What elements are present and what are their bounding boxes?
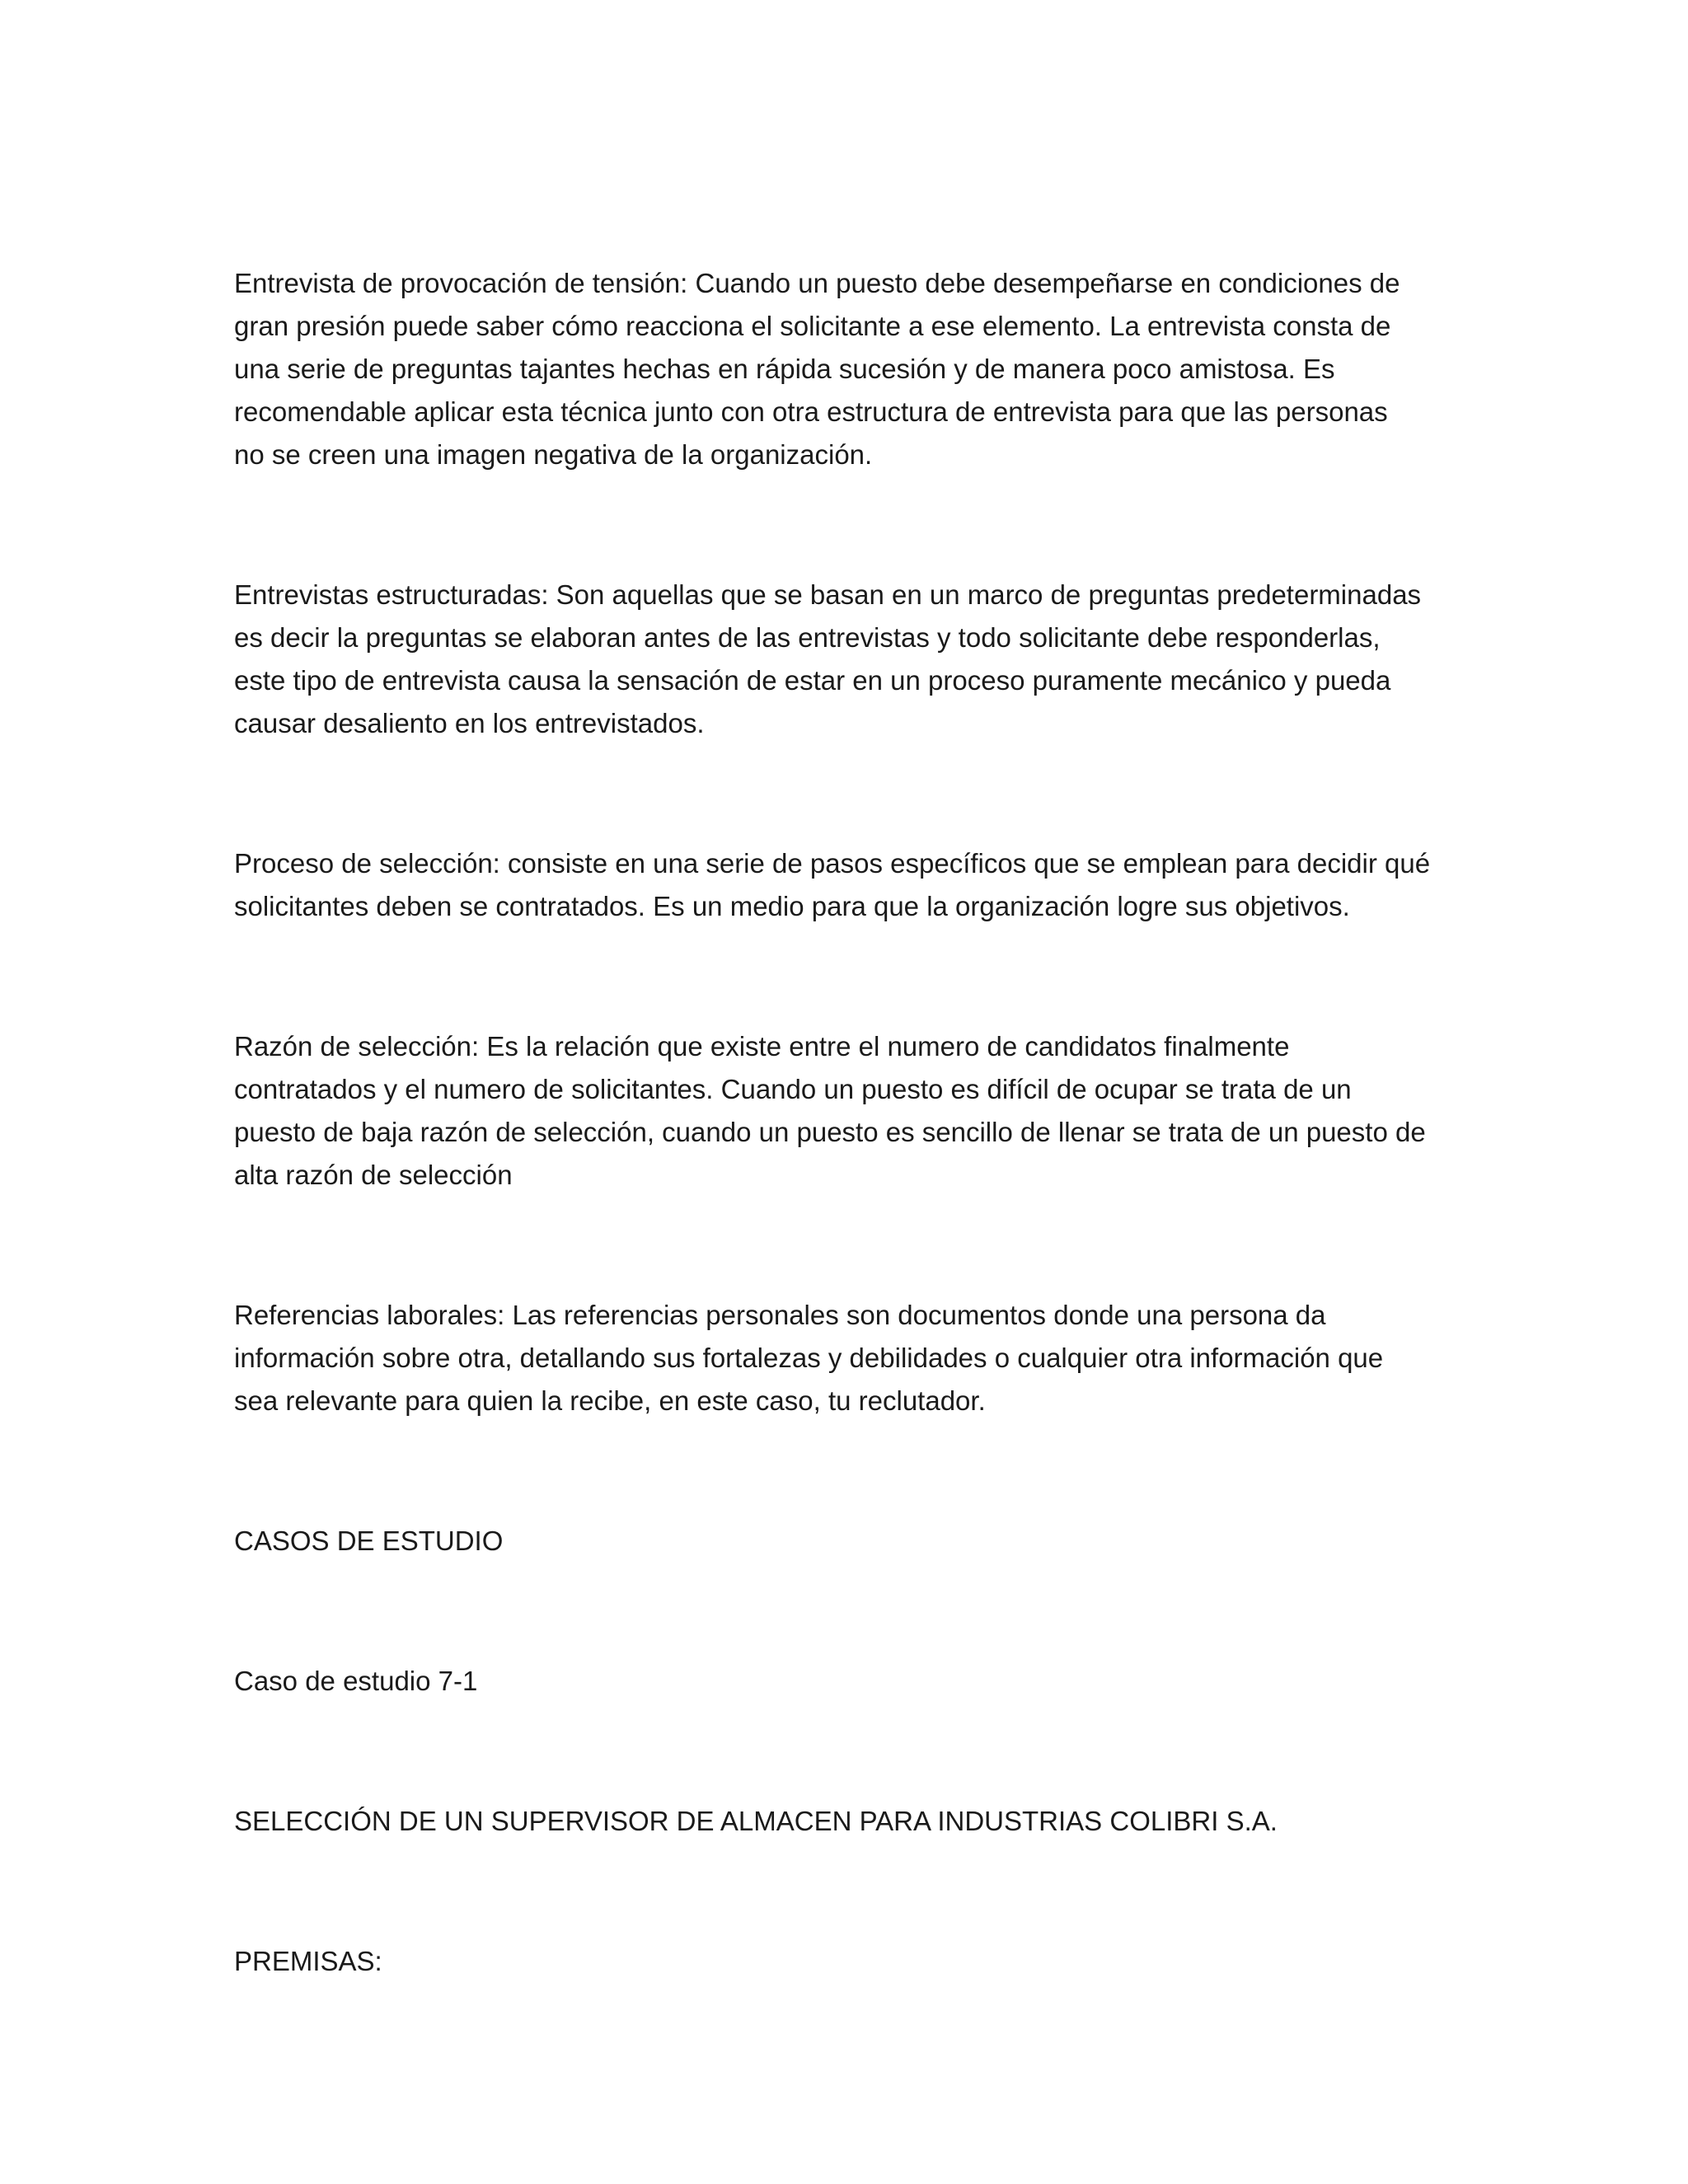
text-line: alta razón de selección xyxy=(234,1160,513,1190)
text-line: CASOS DE ESTUDIO xyxy=(234,1526,504,1556)
text-line: Proceso de selección: consiste en una serie de pasos específicos que se emplean para decidir qué xyxy=(234,848,1431,879)
text-line: Referencias laborales: Las referencias personales son documentos donde una persona da xyxy=(234,1300,1326,1330)
text-line: Caso de estudio 7-1 xyxy=(234,1666,478,1696)
text-line: no se creen una imagen negativa de la organización. xyxy=(234,439,873,470)
text-line: puesto de baja razón de selección, cuando un puesto es sencillo de llenar se trata de un puesto de xyxy=(234,1117,1426,1147)
text-line: solicitantes deben se contratados. Es un medio para que la organización logre sus objetivos. xyxy=(234,891,1350,921)
text-line: SELECCIÓN DE UN SUPERVISOR DE ALMACEN PARA INDUSTRIAS COLIBRI S.A. xyxy=(234,1806,1278,1836)
text-line: este tipo de entrevista causa la sensación de estar en un proceso puramente mecánico y pueda xyxy=(234,665,1391,696)
paragraph-referencias-laborales xyxy=(234,1294,1454,1422)
text-line: Razón de selección: Es la relación que existe entre el numero de candidatos finalmente xyxy=(234,1031,1290,1062)
paragraph-entrevistas-estructuradas xyxy=(234,574,1454,745)
text-line: Entrevistas estructuradas: Son aquellas que se basan en un marco de preguntas predeterminadas xyxy=(234,579,1422,610)
text-line: contratados y el numero de solicitantes. Cuando un puesto es difícil de ocupar se trata de un xyxy=(234,1074,1352,1104)
text-line: causar desaliento en los entrevistados. xyxy=(234,708,705,738)
heading-casos-de-estudio xyxy=(234,1520,1454,1563)
text-line: es decir la preguntas se elaboran antes de las entrevistas y todo solicitante debe responderlas, xyxy=(234,622,1381,653)
heading-caso-7-1 xyxy=(234,1660,1454,1703)
heading-premisas xyxy=(234,1940,1454,1983)
document-body xyxy=(234,262,1454,1983)
text-line: recomendable aplicar esta técnica junto con otra estructura de entrevista para que las personas xyxy=(234,396,1388,427)
text-line: Entrevista de provocación de tensión: Cuando un puesto debe desempeñarse en condiciones de xyxy=(234,268,1400,298)
text-line: gran presión puede saber cómo reacciona el solicitante a ese elemento. La entrevista consta de xyxy=(234,311,1391,341)
text-line: información sobre otra, detallando sus fortalezas y debilidades o cualquier otra información que xyxy=(234,1343,1384,1373)
paragraph-razon-seleccion xyxy=(234,1025,1454,1197)
text-line: PREMISAS: xyxy=(234,1946,382,1976)
text-line: sea relevante para quien la recibe, en este caso, tu reclutador. xyxy=(234,1385,986,1416)
text-line: una serie de preguntas tajantes hechas en rápida sucesión y de manera poco amistosa. Es xyxy=(234,354,1335,384)
heading-seleccion-supervisor xyxy=(234,1800,1454,1843)
paragraph-entrevista-tension xyxy=(234,262,1454,476)
paragraph-proceso-seleccion xyxy=(234,842,1454,928)
